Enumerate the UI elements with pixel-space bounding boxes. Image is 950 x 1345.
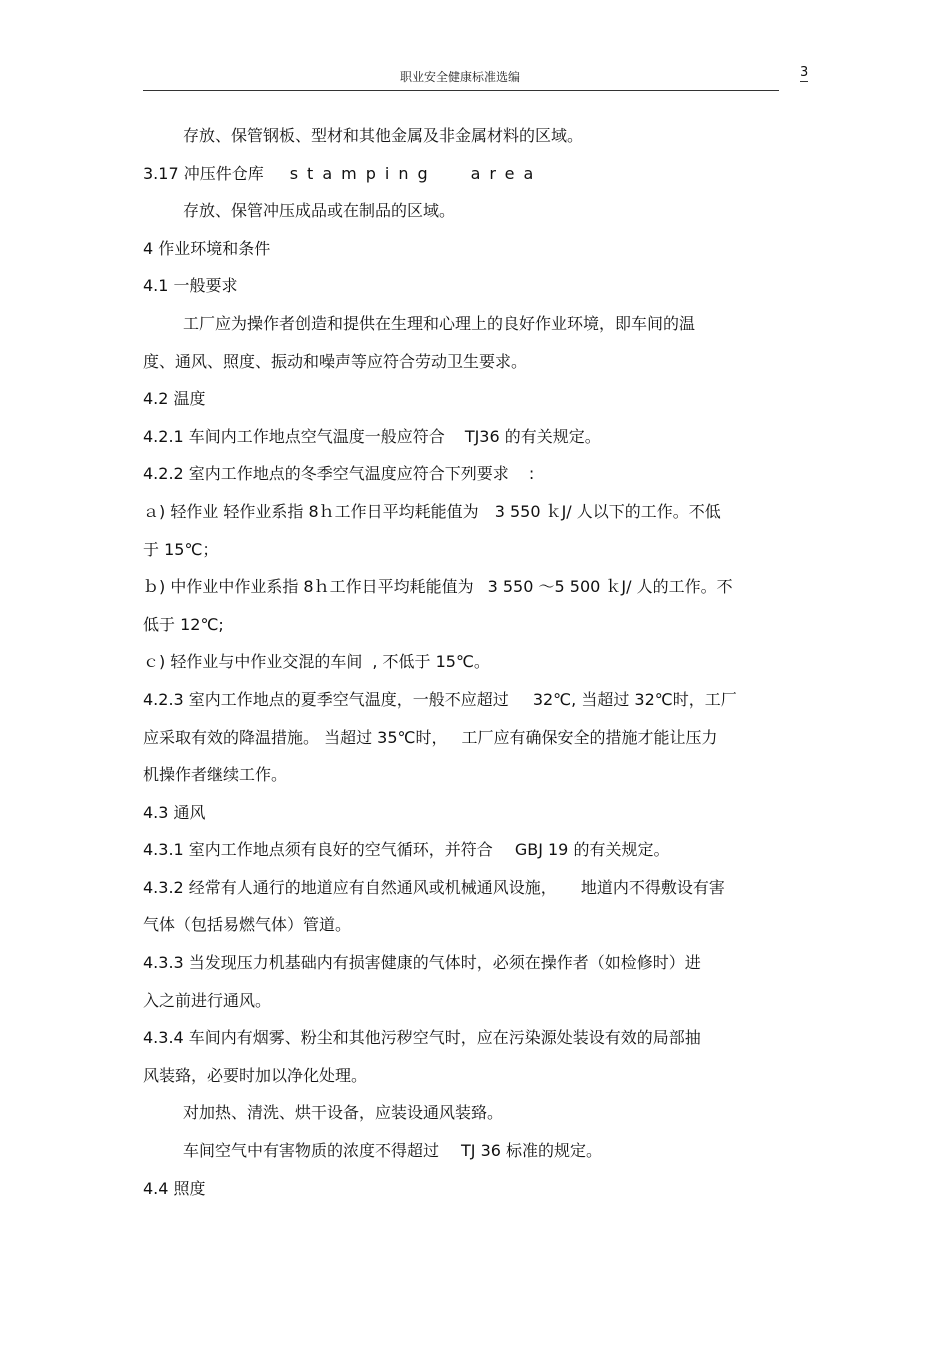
clause-4-3-4: 4.3.4 车间内有烟雾、粉尘和其他污秽空气时，应在污染源处装设有效的局部抽 <box>143 1028 701 1048</box>
paragraph-line: 度、通风、照度、振动和噪声等应符合劳动卫生要求。 <box>143 351 528 371</box>
clause-4-2-1: 4.2.1 车间内工作地点空气温度一般应符合 TJ36 的有关规定。 <box>143 426 601 446</box>
page-number: 3 <box>800 65 809 80</box>
paragraph-line: 车间空气中有害物质的浓度不得超过 TJ 36 标准的规定。 <box>183 1141 603 1161</box>
paragraph-line: 于 15℃； <box>143 539 219 559</box>
paragraph-line: 入之前进行通风。 <box>143 990 272 1010</box>
paragraph-line: 存放、保管钢板、型材和其他金属及非金属材料的区域。 <box>183 126 584 145</box>
paragraph-line: 气体（包括易燃气体）管道。 <box>143 915 352 935</box>
list-item-b: ｂ) 中作业中作业系指 8ｈ工作日平均耗能值为 3 550 ～5 500 ｋJ/ 人的工作。不 <box>143 577 733 597</box>
list-item-a: ａ) 轻作业 轻作业系指 8ｈ工作日平均耗能值为 3 550 ｋJ/ 人以下的工作。不低 <box>143 501 721 521</box>
section-heading-4-4: 4.4 照度 <box>143 1178 206 1198</box>
paragraph-line: 应采取有效的降温措施。 当超过 35℃时， 工厂应有确保安全的措施才能让压力 <box>143 727 718 747</box>
paragraph-line: 风装臵，必要时加以净化处理。 <box>143 1065 368 1085</box>
clause-4-3-1: 4.3.1 室内工作地点须有良好的空气循环，并符合 GBJ 19 的有关规定。 <box>143 840 670 860</box>
clause-4-3-3: 4.3.3 当发现压力机基础内有损害健康的气体时，必须在操作者（如检修时）进 <box>143 953 701 973</box>
clause-4-3-2: 4.3.2 经常有人通行的地道应有自然通风或机械通风设施， 地道内不得敷设有害 <box>143 877 725 897</box>
list-item-c: ｃ) 轻作业与中作业交混的车间 , 不低于 15℃。 <box>143 652 490 672</box>
clause-4-2-3: 4.2.3 室内工作地点的夏季空气温度，一般不应超过 32℃, 当超过 32℃时，工厂 <box>143 689 737 709</box>
paragraph-line: 对加热、清洗、烘干设备，应装设通风装臵。 <box>183 1103 504 1123</box>
section-heading-3-17: 3.17 冲压件仓库 stamping area <box>143 163 543 183</box>
clause-4-2-2: 4.2.2 室内工作地点的冬季空气温度应符合下列要求 : <box>143 464 535 484</box>
paragraph-line: 存放、保管冲压成品或在制品的区域。 <box>183 201 456 221</box>
paragraph-line: 机操作者继续工作。 <box>143 765 288 785</box>
section-heading-4-3: 4.3 通风 <box>143 802 206 822</box>
document-body <box>143 117 808 1207</box>
section-heading-4-1: 4.1 一般要求 <box>143 276 238 296</box>
paragraph-line: 低于 12℃; <box>143 614 224 634</box>
header-rule <box>143 90 779 91</box>
section-heading-4: 4 作业环境和条件 <box>143 238 271 258</box>
section-heading-4-2: 4.2 温度 <box>143 389 206 409</box>
running-header-title: 职业安全健康标准选编 <box>399 70 520 84</box>
paragraph-line: 工厂应为操作者创造和提供在生理和心理上的良好作业环境，即车间的温 <box>183 313 696 333</box>
